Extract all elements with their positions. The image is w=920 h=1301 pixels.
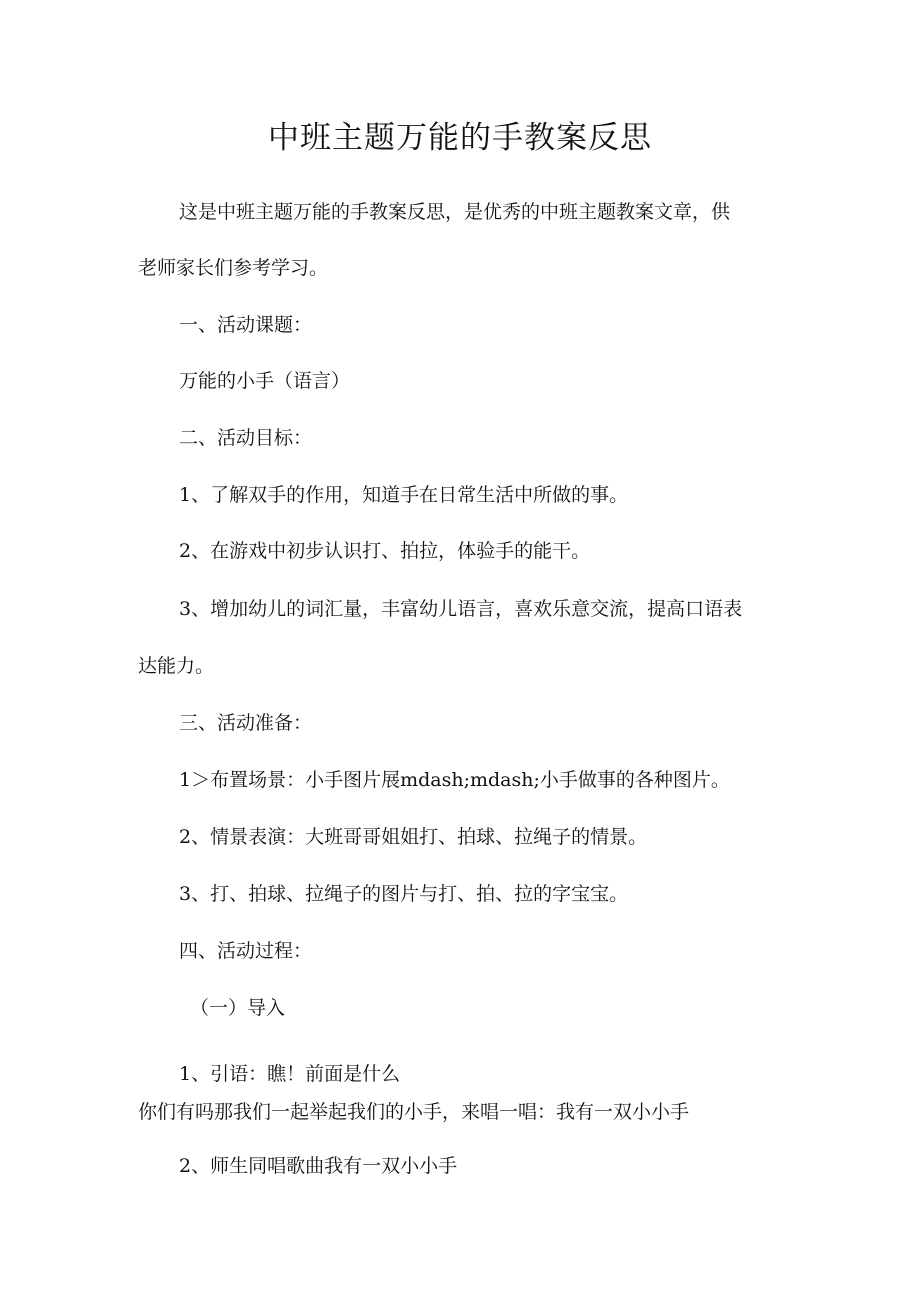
intro-paragraph-line-2: 老师家长们参考学习。 <box>138 257 329 279</box>
process-item-2: 2、师生同唱歌曲我有一双小小手 <box>179 1155 458 1177</box>
intro-paragraph-line-1: 这是中班主题万能的手教案反思，是优秀的中班主题教案文章，供 <box>179 201 731 223</box>
preparation-item-1: 1＞布置场景：小手图片展mdash;mdash;小手做事的各种图片。 <box>179 769 730 791</box>
section-heading-process: 四、活动过程： <box>179 940 313 962</box>
section-heading-topic: 一、活动课题： <box>179 314 313 336</box>
process-item-1-continued: 你们有吗那我们一起举起我们的小手，来唱一唱：我有一双小小手 <box>138 1101 690 1123</box>
topic-text: 万能的小手（语言） <box>179 370 351 392</box>
preparation-item-2: 2、情景表演：大班哥哥姐姐打、拍球、拉绳子的情景。 <box>179 826 648 848</box>
goal-item-1: 1、了解双手的作用，知道手在日常生活中所做的事。 <box>179 484 629 506</box>
process-subheading-intro: （一）导入 <box>190 997 286 1019</box>
section-heading-goals: 二、活动目标： <box>179 427 313 449</box>
goal-item-3-line-1: 3、增加幼儿的词汇量，丰富幼儿语言，喜欢乐意交流，提高口语表 <box>179 598 743 620</box>
goal-item-3-line-2: 达能力。 <box>138 655 215 677</box>
process-item-1: 1、引语：瞧！前面是什么 <box>179 1063 401 1085</box>
document-title: 中班主题万能的手教案反思 <box>268 120 652 156</box>
section-heading-preparation: 三、活动准备： <box>179 712 313 734</box>
goal-item-2: 2、在游戏中初步认识打、拍拉，体验手的能干。 <box>179 540 591 562</box>
preparation-item-3: 3、打、拍球、拉绳子的图片与打、拍、拉的字宝宝。 <box>179 883 629 905</box>
